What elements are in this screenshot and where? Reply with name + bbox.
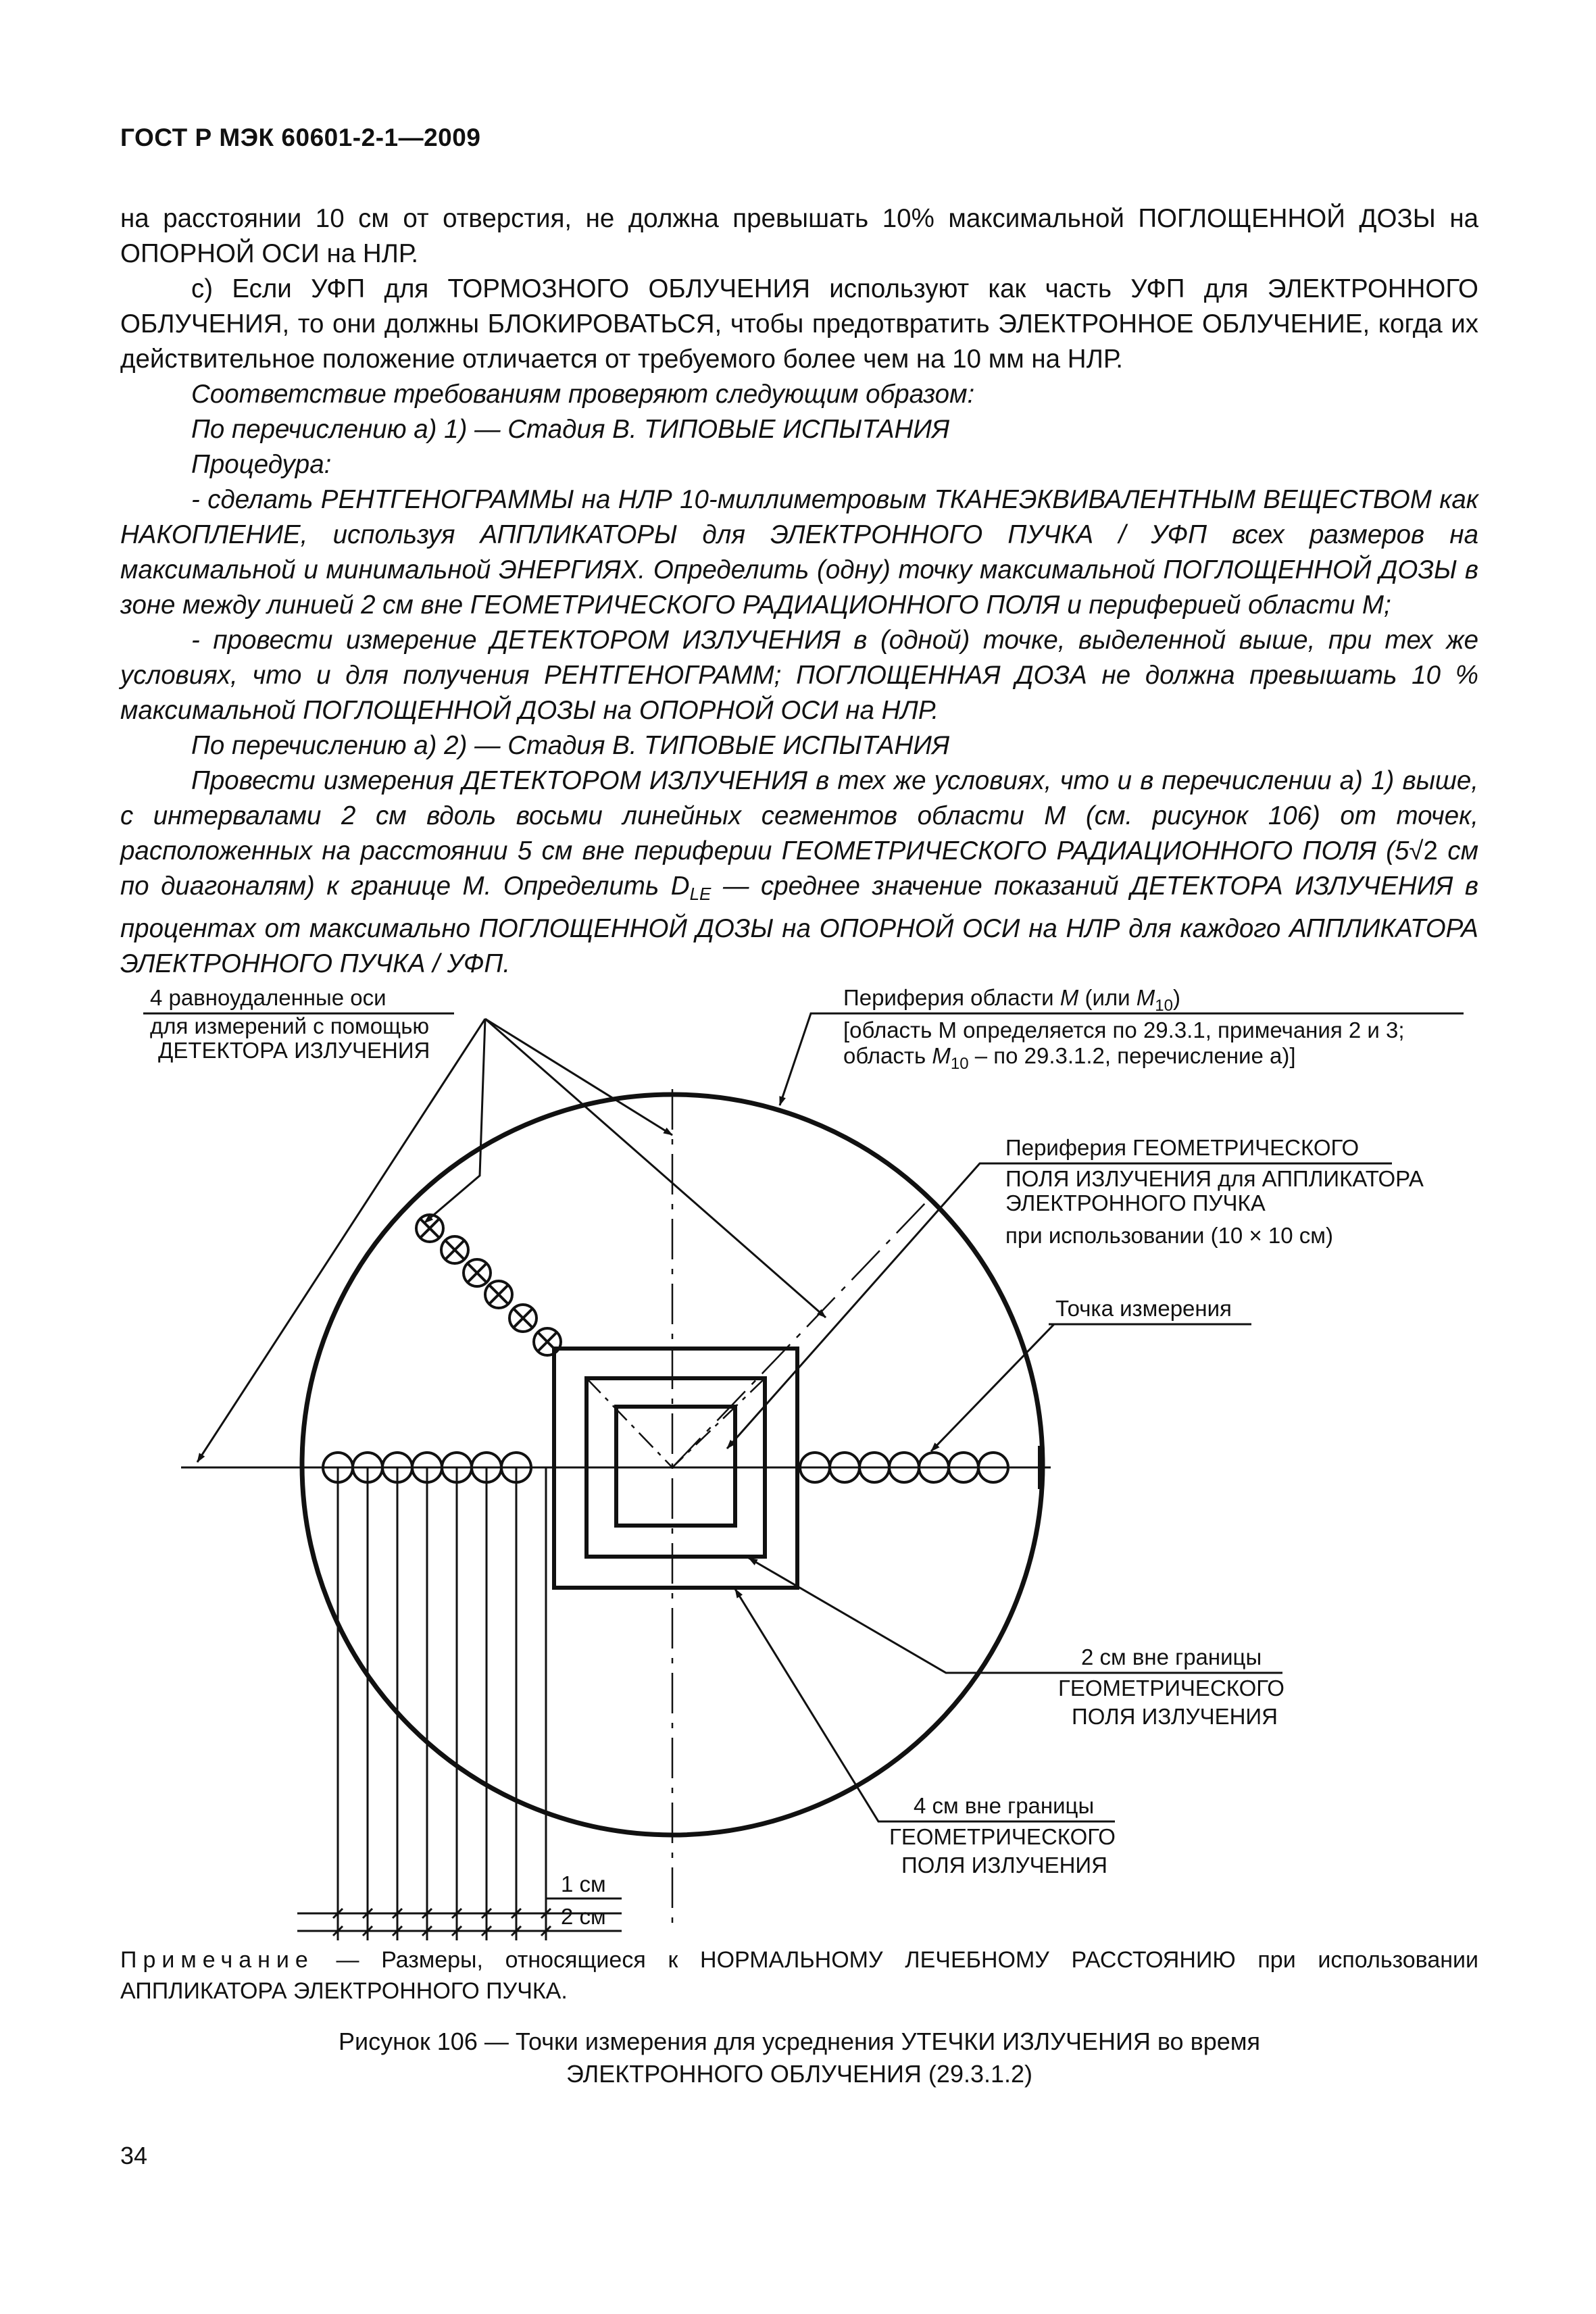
leader-geom-periphery bbox=[727, 1163, 1000, 1449]
sqrt-symbol: √2 bbox=[1409, 836, 1438, 865]
page-number: 34 bbox=[120, 2142, 148, 2169]
leader-axes-bottom bbox=[197, 1019, 485, 1462]
paragraph-9-part3: — среднее значение показаний ДЕТЕКТОРА ИЗЛУЧЕНИЯ в процентах от максимально ПОГЛОЩЕННОЙ ДОЗЫ на ОПОРНОЙ ОСИ на НЛР для каждого АППЛИКАТОРА ЭЛЕКТРОННОГО ПУЧКА / УФП. bbox=[120, 872, 1478, 978]
leader-2cm bbox=[749, 1558, 1053, 1673]
label-2cm-line2: ГЕОМЕТРИЧЕСКОГО bbox=[1058, 1676, 1285, 1701]
label-geom-line3: ЭЛЕКТРОННОГО ПУЧКА bbox=[1005, 1190, 1266, 1215]
label-2cm-line3: ПОЛЯ ИЗЛУЧЕНИЯ bbox=[1072, 1704, 1278, 1729]
label-2cm-line1: 2 см вне границы bbox=[1081, 1644, 1262, 1669]
paragraph-3: Соответствие требованиям проверяют следующим образом: bbox=[191, 380, 975, 409]
figure-note bbox=[120, 1944, 1478, 2007]
diagonal-measurement-points bbox=[416, 1215, 561, 1355]
inner-diagonal-left bbox=[587, 1378, 672, 1467]
caption-line2: ЭЛЕКТРОННОГО ОБЛУЧЕНИЯ (29.3.1.2) bbox=[566, 2060, 1033, 2088]
paragraph-9-part1: Провести измерения ДЕТЕКТОРОМ ИЗЛУЧЕНИЯ в тех же условиях, что и в перечислении а) 1) выше, с интервалами 2 см вдоль восьми линейных сегментов области М (см. рисунок 106) от точек, расположенных на расстоянии 5 см вне периферии ГЕОМЕТРИЧЕСКОГО РАДИАЦИОННОГО ПОЛЯ (5 bbox=[120, 766, 1478, 865]
leader-area-m bbox=[780, 1013, 824, 1105]
paragraph-5: Процедура: bbox=[191, 450, 332, 479]
label-axes-line3: ДЕТЕКТОРА ИЗЛУЧЕНИЯ bbox=[158, 1038, 430, 1063]
paragraph-9-part2: см по диагоналям) к границе М. Определить bbox=[120, 836, 1478, 901]
paragraph-7: - провести измерение ДЕТЕКТОРОМ ИЗЛУЧЕНИЯ в (одной) точке, выделенной выше, при тех же условиях, что и для получения РЕНТГЕНОГРАММ; ПОГЛОЩЕННАЯ ДОЗА не должна превышать 10 % максимальной ПОГЛОЩЕННОЙ ДОЗЫ на ОПОРНОЙ ОСИ на НЛР. bbox=[120, 626, 1478, 725]
paragraph-4: По перечислению а) 1) — Стадия В. ТИПОВЫЕ ИСПЫТАНИЯ bbox=[191, 415, 950, 444]
paragraph-2: с) Если УФП для ТОРМОЗНОГО ОБЛУЧЕНИЯ используют как часть УФП для ЭЛЕКТРОННОГО ОБЛУЧЕНИЯ, то они должны БЛОКИРОВАТЬСЯ, чтобы предотвратить ЭЛЕКТРОННОЕ ОБЛУЧЕНИЕ, когда их действительное положение отличается от требуемого более чем на 10 мм на НЛР. bbox=[120, 274, 1478, 374]
figure-caption bbox=[120, 2026, 1478, 2090]
leader-axes-diagonal bbox=[485, 1019, 826, 1317]
paragraph-6: - сделать РЕНТГЕНОГРАММЫ на НЛР 10-миллиметровым ТКАНЕЭКВИВАЛЕНТНЫМ ВЕЩЕСТВОМ как НАКОПЛЕНИЕ, используя АППЛИКАТОРЫ для ЭЛЕКТРОННОГО ПУЧКА / УФП всех размеров на максимальной и минимальной ЭНЕРГИЯХ. Определить (одну) точку максимальной ПОГЛОЩЕННОЙ ДОЗЫ в зоне между линией 2 см вне ГЕОМЕТРИЧЕСКОГО РАДИАЦИОННОГО ПОЛЯ и периферией области М; bbox=[120, 485, 1478, 620]
dle-subscript: LE bbox=[689, 884, 712, 904]
leader-point bbox=[931, 1324, 1251, 1451]
label-4cm-line3: ПОЛЯ ИЗЛУЧЕНИЯ bbox=[901, 1853, 1107, 1878]
label-4cm-line1: 4 см вне границы bbox=[914, 1793, 1095, 1818]
label-axes-line1: 4 равноудаленные оси bbox=[150, 985, 386, 1010]
label-area-line2: область $М_{10}$ – по 29.3.1.2, перечисление а)] bbox=[843, 1043, 1296, 1073]
paragraph-9 bbox=[120, 763, 1478, 982]
dimension-extension-lines bbox=[297, 1467, 622, 1940]
label-geom-line4: при использовании (10 × 10 см) bbox=[1005, 1223, 1333, 1248]
dle-symbol: D bbox=[670, 872, 690, 901]
figure-106 bbox=[0, 959, 1596, 1946]
label-periphery-m: Периферия области М (или $М_{10}$) bbox=[843, 985, 1180, 1015]
label-measurement-point: Точка измерения bbox=[1055, 1296, 1232, 1321]
label-geom-line2: ПОЛЯ ИЗЛУЧЕНИЯ для АППЛИКАТОРА bbox=[1005, 1166, 1424, 1191]
dimension-1cm: 1 см bbox=[561, 1871, 606, 1896]
body-text bbox=[120, 201, 1478, 982]
document-header: ГОСТ Р МЭК 60601-2-1—2009 bbox=[120, 124, 481, 151]
dimension-2cm: 2 см bbox=[561, 1904, 606, 1929]
leader-axes-vertical bbox=[485, 1019, 672, 1135]
label-4cm-line2: ГЕОМЕТРИЧЕСКОГО bbox=[889, 1824, 1116, 1849]
leader-axes-point bbox=[424, 1019, 485, 1223]
paragraph-1: на расстоянии 10 см от отверстия, не должна превышать 10% максимальной ПОГЛОЩЕННОЙ ДОЗЫ на ОПОРНОЙ ОСИ на НЛР. bbox=[120, 204, 1478, 268]
note-prefix: Примечание bbox=[120, 1947, 314, 1973]
label-axes-line2: для измерений с помощью bbox=[150, 1013, 430, 1038]
label-geom-line1: Периферия ГЕОМЕТРИЧЕСКОГО bbox=[1005, 1135, 1360, 1160]
note-text: — Размеры, относящиеся к НОРМАЛЬНОМУ ЛЕЧЕБНОМУ РАССТОЯНИЮ при использовании АППЛИКАТОРА ЭЛЕКТРОННОГО ПУЧКА. bbox=[120, 1947, 1478, 2004]
caption-line1: Рисунок 106 — Точки измерения для усреднения УТЕЧКИ ИЗЛУЧЕНИЯ во время bbox=[339, 2028, 1260, 2055]
label-area-line1: [область М определяется по 29.3.1, примечания 2 и 3; bbox=[843, 1017, 1405, 1042]
paragraph-8: По перечислению а) 2) — Стадия В. ТИПОВЫЕ ИСПЫТАНИЯ bbox=[191, 731, 950, 760]
